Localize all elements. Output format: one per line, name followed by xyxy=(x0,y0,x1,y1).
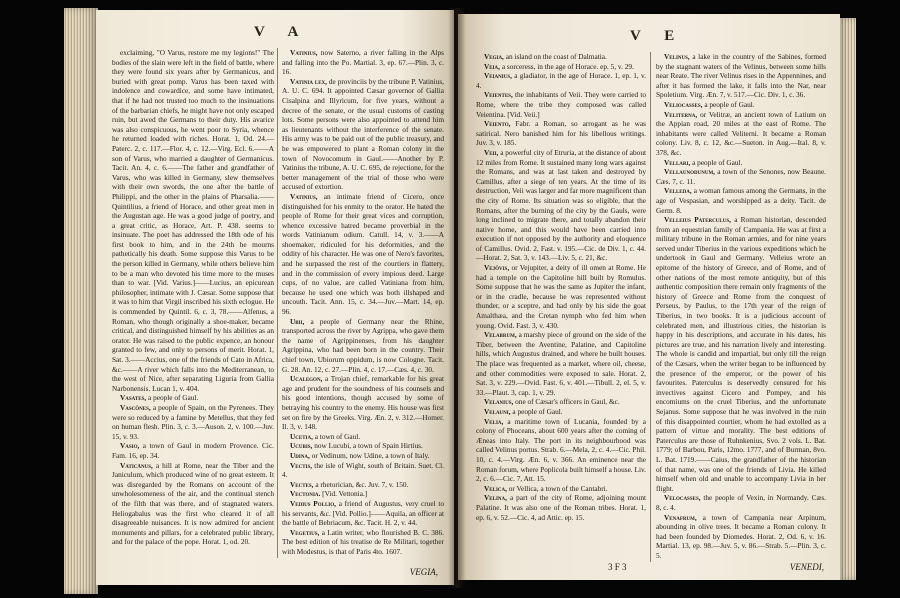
dictionary-entry xyxy=(476,493,646,522)
entry-text: a people of Germany near the Rhine, transported across the river by Agrippa, who gave them the name of Agrippinenses, from his daughter Agrippina, who had been born in the country. Their chief town, Ubiorum oppidum, is now Cologne. Tacit. G. 28. An. 12, c. 27.—Plin. 4, c. 17.—Cæs. 4, c. 30. xyxy=(282,316,444,374)
dictionary-entry xyxy=(112,393,274,403)
entry-text: a town of Campania near Arpinum, abounding in olive trees. It became a Roman colony. It had been founded by Diomedes. Horat. 2, Od. 6, v. 16. Martial. 13, ep. 98.—Juv. 5, v. 86.—Strab. 5.—Plin. 3, c. 5. xyxy=(656,512,826,560)
entry-text: or Velitræ, an ancient town of Latium on the Appian road, 20 miles at the east of Rome. The inhabitants were called Veliterni. It became a Roman colony. Liv. 8, c. 12, &c.—Sueton. in Aug.—Ital. 8, v. 378, &c. xyxy=(656,109,826,157)
entry-text: exclaiming, "O Varus, restore me my legions!" The bodies of the slain were left in the field of battle, where they were found six years after by Germanicus, and buried with great pomp. Varus has been taxed with indolence and cowardice, and some have intimated, that if he had not trusted too much to the insinuations of the barbarian chiefs, he might have not only escaped ruin, but awed the Germans to their duty. His avarice was also conspicuous, he went poor to Syria, whence he returned loaded with riches. Horat. 1, Od. 24.—Paterc. 2, c. 117.—Flor. 4, c. 12.—Virg. Ecl. 6.——A son of Varus, who married a daughter of Germanicus. Tacit. An. 4, c. 6.——The father and grandfather of Varus, who was killed in Germany, slew themselves with their own swords, the one after the battle of Philippi, and the other in the plains of Pharsalia.——Quintilius, a friend of Horace, and other great men in the Augustan age. He was a good judge of poetry, and a great critic, as Horace, Art. P. 438. seems to insinuate. The poet has addressed the 18th ode of his first book to him, and in the 24th he mourns pathetically his death. Some suppose this Varus to be the person killed in Germany, while others believe him to be a man who devoted his time more to the muses than to war. [Vid. Varius.]——Lucius, an epicurean philosopher, intimate with J. Cæsar. Some suppose that it was to him that Virgil inscribed his sixth eclogue. He is commended by Quintil. 6, c. 3, 78.——Alfenus, a Roman, who though originally a shoe-maker, became critical, and distinguished himself by his abilities as an orator. He was raised to the public expence, an honour granted to few, and only to persons of merit. Horat. 1, Sat. 3.——Accius, one of the friends of Cato in Africa, &c.——A river which falls into the Mediterranean, to the west of Nice, after separating Liguria from Gallia Narbonensis. Lucan 1, v. 404. xyxy=(112,48,274,393)
dictionary-entry xyxy=(282,451,444,461)
dictionary-entry xyxy=(282,489,444,499)
entry-headword: Vejŏvis, xyxy=(484,263,510,273)
dictionary-entry xyxy=(656,158,826,168)
entry-text: a Latin writer, who flourished B. C. 386. The best edition of his treatise de Re Militari, together with Modestus, is that of Paris 4to. 1607. xyxy=(282,527,445,556)
entry-text: the inhabitants of Veii. They were carried to Rome, where the tribe they composed was called Veientina. [Vid. Veii.] xyxy=(476,90,646,119)
entry-text: an intimate friend of Cicero, once distinguished for his enmity to the orator. He hated the people of Rome for their great vices and corruption, whence excessive hatred became proverbial in the words Vatinianum odium. Catull. 14, v. 3.——A shoemaker, ridiculed for his deformities, and the oddity of his character. He was one of Nero's favorites, and he surpassed the rest of the courtiers in flattery, and in the commission of every impious deed. Large cups, of no value, are called Vatiniana from him, because he used one which was both illshaped and uncouth. Tacit. Ann. 15, c. 34.—Juv.—Mart. 14, ep. 96. xyxy=(282,191,445,317)
entry-headword: Vatinius, xyxy=(290,191,318,201)
right-running-head-text: V E xyxy=(630,28,685,44)
dictionary-entry xyxy=(476,71,646,90)
entry-headword: Veliocasses, xyxy=(664,99,703,109)
entry-headword: Veia, xyxy=(484,61,500,71)
entry-text: one of Cæsar's officers in Gaul, &c. xyxy=(515,397,620,407)
left-page xyxy=(96,10,454,585)
entry-text: a Trojan chief, remarkable for his great age and prudent for the soundness of his counsels and his good intentions, though accused by some of betraying his country to the enemy. His house was first set on fire by the Greeks. Virg. Æn. 2, v. 312.—Homer. Il. 3, v. 148. xyxy=(282,374,445,432)
dictionary-entry xyxy=(282,374,444,432)
dictionary-entry xyxy=(476,330,646,397)
entry-text: a people of Spain, on the Pyrenees. They were so reduced by a famine by Metellus, that they fed on human flesh. Plin. 3, c. 3.—Auson. 2, v. 100.—Juv. 15, v. 93. xyxy=(112,402,274,441)
dictionary-entry xyxy=(282,461,444,480)
entry-text: [Vid. Vettonia.] xyxy=(322,489,368,499)
entry-headword: Velia, xyxy=(484,416,504,426)
dictionary-entry xyxy=(112,461,274,547)
dictionary-entry xyxy=(476,263,646,330)
dictionary-entry xyxy=(282,499,444,528)
dictionary-entry xyxy=(476,148,646,263)
dictionary-entry xyxy=(282,432,444,442)
entry-headword: Ucalegon, xyxy=(290,374,323,384)
entry-text: de provinciis by the tribune P. Vatinius, A. U. C. 694. It appointed Cæsar governor of Gallia Cisalpina and Illyricum, for five years, without a decree of the senate, or the usual customs of casting lots. Some persons were also appointed to attend him as lieutenants without the interference of the senate. His army was to be paid out of the public treasury, and he was empowered to plant a Roman colony in the town of Novocomum in Gaul.——Another by P. Vatinius the tribune, A. U. C. 695, de rejectione, for the better management of the trial of those who were accused of extortion. xyxy=(282,76,445,192)
entry-text: a town of the Senones, now Beaune. Cæs. 7, c. 11. xyxy=(656,167,827,186)
left-page-edges xyxy=(64,8,98,594)
entry-text: or Vejupiter, a deity of ill omen at Rome. He had a temple on the Capitoline hill built by Romulus. Some suppose that he was the same as Jupiter the infant, or in the cradle, because he was represented without thunder, or a sceptre, and had only by his side the goat Amalthæa, and the Cretan nymph who fed him when young. Ovid. Fast. 3, v. 430. xyxy=(476,263,646,330)
right-column-2 xyxy=(656,52,826,560)
dictionary-entry xyxy=(656,167,826,186)
entry-text: a people of Gaul. xyxy=(148,393,199,403)
left-column-1 xyxy=(112,48,274,547)
entry-headword: Venafrum, xyxy=(664,512,697,522)
entry-text: a sorceress, in the age of Horace. ep. 5, v. 29. xyxy=(501,61,634,71)
entry-headword: Velauni, xyxy=(484,406,511,416)
dictionary-entry xyxy=(476,484,646,494)
right-column-1 xyxy=(476,52,646,522)
entry-text: a gladiator, in the age of Horace. 1, ep. 1, v. 4. xyxy=(476,71,646,90)
left-column-2 xyxy=(282,48,444,556)
entry-text: a people of Gaul. xyxy=(704,99,755,109)
dictionary-entry xyxy=(476,407,646,417)
entry-headword: Velica, xyxy=(484,483,507,493)
entry-text: now Saterno, a river falling in the Alps and falling into the Po. Martial. 3, ep. 67.—Plin. 3, c. 16. xyxy=(282,48,445,77)
dictionary-entry xyxy=(282,192,444,317)
entry-text: the people of Vexin, in Normandy. Cæs. 8, c. 4. xyxy=(656,493,826,512)
entry-headword: Vellari, xyxy=(664,157,691,167)
entry-text: a town of Gaul. xyxy=(314,431,361,441)
entry-text: Fabr. a Roman, so arrogant as he was satirical. Nero banished him for his libellous writings. Juv. 3, v. 185. xyxy=(476,119,646,148)
entry-headword: Vascŏnes, xyxy=(120,402,151,412)
dictionary-entry xyxy=(282,48,444,77)
entry-headword: Vectis, xyxy=(290,460,313,470)
entry-text: a rhetorician, &c. Juv. 7, v. 150. xyxy=(315,479,409,489)
entry-headword: Vellaunodunum, xyxy=(664,167,715,177)
entry-headword: Vatinius, xyxy=(290,48,318,57)
entry-text: a maritime town of Lucania, founded by a colony of Phoceans, about 600 years after the coming of Æneas into Italy. The port in its neighbourhood was called Velinus portus. Strab. 6.—Mela, 2, c. 4.—Cic. Phil. 10, c. 4.—Virg. Æn. 6, v. 366. An eminence near the Roman forum, where Poplicola built himself a house. Liv. 2, c. 6.—Cic. 7, Att. 15. xyxy=(476,416,647,484)
dictionary-entry xyxy=(476,90,646,119)
entry-headword: Velina, xyxy=(484,493,507,503)
dictionary-entry xyxy=(282,77,444,192)
entry-text: a hill at Rome, near the Tiber and the Janiculum, which produced wine of no great esteem. It was disregarded by the Romans on account of the unwholesomeness of the air, and the continual stench of the filth that was there, and of stagnated waters. Heliogabalus was the first who cleared it of all disagreeable nuisances. It is now admired for ancient monuments and pillars, for a celebrated public library, and for the palace of the pope. Horat. 1, od. 20. xyxy=(112,460,275,547)
entry-headword: Veientes, xyxy=(484,90,513,100)
dictionary-entry xyxy=(476,62,646,72)
entry-headword: Veliterna, xyxy=(664,109,698,119)
dictionary-entry xyxy=(282,317,444,375)
signature-mark: 3 F 3 xyxy=(608,562,627,572)
right-page-edges xyxy=(838,18,856,580)
entry-headword: Velocasses, xyxy=(664,493,701,503)
entry-text: a marshy piece of ground on the side of the Tiber, between the Aventine, Palatine, and Capitoline hills, which Augustus drained, and where he built houses. The place was frequented as a market, where oil, cheese, and other commodities were exposed to sale. Horat. 2, Sat. 3, v. 229.—Ovid. Fast. 6, v. 401.—Tibull. 2, el. 5, v. 33.—Plaut. 3, cap. 1, v. 29. xyxy=(476,330,646,397)
entry-text: a powerful city of Etruria, at the distance of about 12 miles from Rome. It sustained many long wars against the Romans, and was at last taken and destroyed by Camillus, after a siege of ten years. At the time of its destruction, Veii was larger and far more magnificent than the city of Rome. Its situation was so eligible, that the Romans, after the burning of the city by the Gauls, were long inclined to migrate there, and totally abandon their native home, and this would have been carried into execution if not opposed by the authority and eloquence of Camillus. Ovid. 2, Fast. v. 195.—Cic. de Div. 1, c. 44.—Horat. 2, Sat. 3, v. 143.—Liv. 5, c. 21, &c. xyxy=(476,147,647,263)
dictionary-entry xyxy=(476,397,646,407)
entry-headword: Ucubis, xyxy=(290,441,313,451)
entry-headword: Veianius, xyxy=(484,71,512,81)
dictionary-entry xyxy=(656,186,826,215)
entry-headword: Veiento, xyxy=(484,119,511,129)
entry-headword: Udina, xyxy=(290,450,310,460)
dictionary-entry xyxy=(656,215,826,493)
dictionary-entry xyxy=(112,403,274,441)
right-catchword: VENEDI, xyxy=(789,562,824,572)
entry-text: a people of Gaul. xyxy=(692,157,743,167)
book-gutter xyxy=(448,8,466,588)
dictionary-entry xyxy=(656,493,826,512)
entry-headword: Velleda, xyxy=(664,186,692,196)
dictionary-entry xyxy=(656,110,826,158)
entry-text: the isle of Wight, south of Britain. Suet. Cl. 4. xyxy=(282,460,444,480)
dictionary-entry xyxy=(476,52,646,62)
entry-headword: Vedius Pollio, xyxy=(290,498,336,508)
left-column-rule xyxy=(277,48,278,558)
entry-text: a town of Gaul in modern Provence. Cic. Fam. 16, ep. 34. xyxy=(112,441,275,460)
entry-headword: Vatinia lex, xyxy=(290,76,327,86)
dictionary-entry xyxy=(656,52,826,100)
entry-text: a Roman historian, descended from an equestrian family of Campania. He was at first a military tribune in the Roman armies, and for nine years served under Tiberius in the various expeditions which he undertook in Gaul and Germany. Velleius wrote an epitome of the history of Greece, and of Rome, and of other nations of the most remote antiquity, but of this authentic composition there remain only fragments of the history of Greece and Rome from the conquest of Perseus, by Paulus, to the 17th year of the reign of Tiberius, in two books. It is a judicious account of celebrated men, and illustrious cities, the historian is happy in his descriptions, and accurate in his dates, his pictures are true, and his narration lively and interesting. The whole is candid and impartial, but only till the reign of the Cæsars, when the writer began to be influenced by the presence of the emperor, or the power of his favourites. Paterculus is deservedly censured for his invectives against Cicero and Pompey, and his encomiums on the cruel Tiberius, and the unfortunate Sejanus. Some suppose that he was involved in the ruin of this disappointed courtier, whom he had extolled as a pattern of virtue and morality. The best editions of Paterculus are those of Ruhnkenius, Svo. 2 vols. L. Bat. 1779; of Barbou, Paris, 12mo. 1777, and of Burman, 8vo. L. Bat. 1719.——Caius, the grandfather of the historian of that name, was one of the friends of Livia. He killed himself when old and unable to accompany Livia in her flight. xyxy=(656,215,826,493)
entry-headword: Ubii, xyxy=(290,316,305,326)
entry-headword: Vectonia. xyxy=(290,489,321,499)
entry-text: a people of Gaul. xyxy=(512,406,563,416)
entry-text: an island on the coast of Dalmatia. xyxy=(505,52,607,61)
entry-text: a part of the city of Rome, adjoining mount Palatine. It was also one of the Roman tribes. Horat. 1, ep. 6, v. 52.—Cic. 4, ad Attic. ep. 15. xyxy=(476,493,646,522)
entry-headword: Velinus, xyxy=(664,52,690,61)
entry-headword: Vegetius, xyxy=(290,527,320,537)
dictionary-entry xyxy=(112,441,274,460)
entry-headword: Ucetia, xyxy=(290,431,313,441)
entry-headword: Velabrum, xyxy=(484,330,517,340)
entry-headword: Vegia, xyxy=(484,52,504,61)
entry-text: a friend of Augustus, very cruel to his servants, &c. [Vid. Pollio.]——Aquila, an officer at the battle of Bebriacum, &c. Tacit. H. 2, v. 44. xyxy=(282,498,444,528)
entry-headword: Vasio, xyxy=(120,441,140,451)
right-column-rule xyxy=(650,52,651,562)
entry-text: a woman famous among the Germans, in the age of Vespasian, and worshipped as a deity. Tacit. de Germ. 8. xyxy=(656,186,826,215)
dictionary-entry xyxy=(282,528,444,557)
entry-headword: Velleius Paterculus, xyxy=(664,215,731,225)
right-page xyxy=(458,14,840,580)
dictionary-entry xyxy=(112,48,274,393)
dictionary-entry xyxy=(476,119,646,148)
dictionary-entry xyxy=(656,513,826,561)
entry-text: now Lucubi, a town of Spain Hirtius. xyxy=(314,441,423,451)
entry-headword: Vaticānus, xyxy=(120,460,153,470)
entry-text: or Vedinum, now Udine, a town of Italy. xyxy=(311,450,430,460)
dictionary-entry xyxy=(476,417,646,484)
entry-headword: Vasates, xyxy=(120,393,147,403)
entry-headword: Veii, xyxy=(484,147,499,157)
left-catchword: VEGIA, xyxy=(409,567,438,577)
entry-headword: Vectes, xyxy=(290,479,314,489)
dictionary-entry xyxy=(656,100,826,110)
entry-headword: Velanius, xyxy=(484,397,514,407)
left-running-head-text: V A xyxy=(254,24,309,40)
entry-text: a lake in the country of the Sabines, formed by the stagnant waters of the Velinus, between some hills near Reate. The river Velinus rises in the Appennines, and after it has formed the lake, it falls into the Nar, near Spoletium. Virg. Æn. 7, v. 517.—Cic. Div. 1, c. 36. xyxy=(656,52,826,100)
dictionary-entry xyxy=(282,480,444,490)
entry-text: or Vellica, a town of the Cantabri. xyxy=(508,483,608,493)
dictionary-entry xyxy=(282,441,444,451)
